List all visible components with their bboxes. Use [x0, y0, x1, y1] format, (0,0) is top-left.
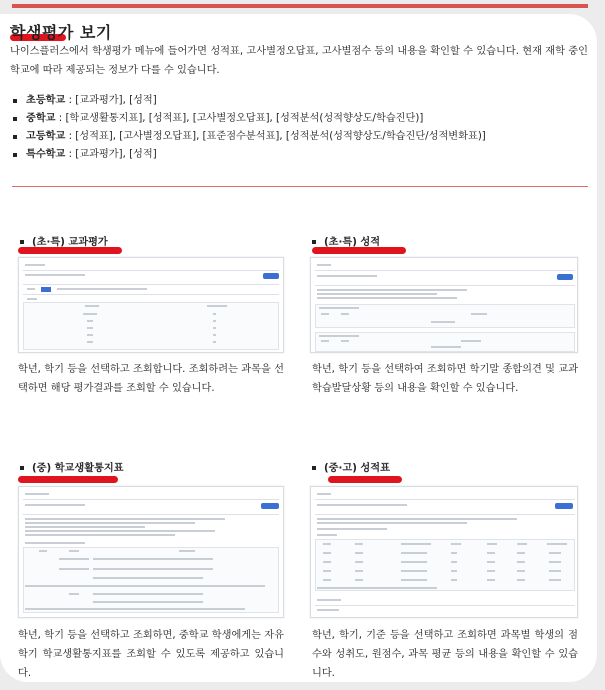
- section-highlight: [328, 476, 402, 483]
- school-level-name: 고등학교: [26, 131, 66, 142]
- list-item: 중학교 : [학교생활통지표], [성적표], [고사별정오답표], [성적분석(성적향상도/학습진단)]: [12, 110, 590, 128]
- bullet-icon: [13, 153, 17, 157]
- section-highlight: [18, 247, 122, 254]
- screenshot-thumbnail: [310, 486, 578, 618]
- section-description: 학년, 학기 등을 선택하고 조회하면, 중학교 학생에게는 자유학기 학교생활통지표를 조회할 수 있도록 제공하고 있습니다.: [18, 630, 284, 679]
- bullet-icon: [20, 466, 24, 470]
- list-item: 특수학교 : [교과평가], [성적]: [12, 146, 590, 164]
- school-level-items: [교과평가], [성적]: [75, 149, 157, 160]
- bullet-icon: [312, 240, 316, 244]
- school-level-items: [교과평가], [성적]: [75, 95, 157, 106]
- bullet-icon: [20, 240, 24, 244]
- bullet-icon: [312, 466, 316, 470]
- title-block: [10, 20, 112, 43]
- section-heading-text: (초·특) 성적: [324, 237, 381, 248]
- bullet-icon: [13, 135, 17, 139]
- school-level-name: 특수학교: [26, 149, 66, 160]
- section-highlight: [18, 476, 118, 483]
- school-level-items: [성적표], [고사별정오답표], [표준점수분석표], [성적분석(성적향상도/학습진단/성적변화표)]: [75, 131, 486, 142]
- bullet-icon: [13, 99, 17, 103]
- section-heading: [20, 459, 124, 474]
- section-description: 학년, 학기, 기준 등을 선택하고 조회하면 과목별 학생의 점수와 성취도, 원점수, 과목 평균 등의 내용을 확인할 수 있습니다.: [312, 630, 578, 679]
- section-heading: [312, 459, 390, 474]
- school-level-name: 중학교: [26, 113, 56, 124]
- top-accent-bar: [12, 4, 588, 8]
- screenshot-thumbnail: [18, 257, 284, 353]
- content-card: [0, 14, 597, 682]
- section-description: 학년, 학기 등을 선택하고 조회합니다. 조회하려는 과목을 선택하면 해당 평가결과를 조회할 수 있습니다.: [18, 364, 284, 394]
- section-heading: [20, 233, 108, 248]
- bullet-icon: [13, 117, 17, 121]
- section-description: 학년, 학기 등을 선택하여 조회하면 학기말 종합의견 및 교과 학습발달상황 등의 내용을 확인할 수 있습니다.: [312, 364, 578, 394]
- section-divider: [12, 186, 588, 187]
- school-level-name: 초등학교: [26, 95, 66, 106]
- school-level-items: [학교생활통지표], [성적표], [고사별정오답표], [성적분석(성적향상도/학습진단)]: [65, 113, 424, 124]
- section-heading: [312, 233, 380, 248]
- section-heading-text: (초·특) 교과평가: [32, 237, 108, 248]
- list-item: 초등학교 : [교과평가], [성적]: [12, 92, 590, 110]
- screenshot-thumbnail: [310, 257, 578, 353]
- list-item: 고등학교 : [성적표], [고사별정오답표], [표준점수분석표], [성적분석(성적향상도/학습진단/성적변화표)]: [12, 128, 590, 146]
- intro-paragraph: 나이스플러스에서 학생평가 메뉴에 들어가면 성적표, 고사별정오답표, 고사별점수 등의 내용을 확인할 수 있습니다. 현재 재학 중인 학교에 따라 제공되는 정보가 다를 수 있습니다.: [10, 46, 588, 76]
- school-level-list: [12, 92, 590, 164]
- section-heading-text: (중·고) 성적표: [324, 463, 390, 474]
- section-highlight: [312, 247, 406, 254]
- page-title: 학생평가 보기: [10, 23, 112, 42]
- screenshot-thumbnail: [18, 486, 284, 618]
- section-heading-text: (중) 학교생활통지표: [32, 463, 124, 474]
